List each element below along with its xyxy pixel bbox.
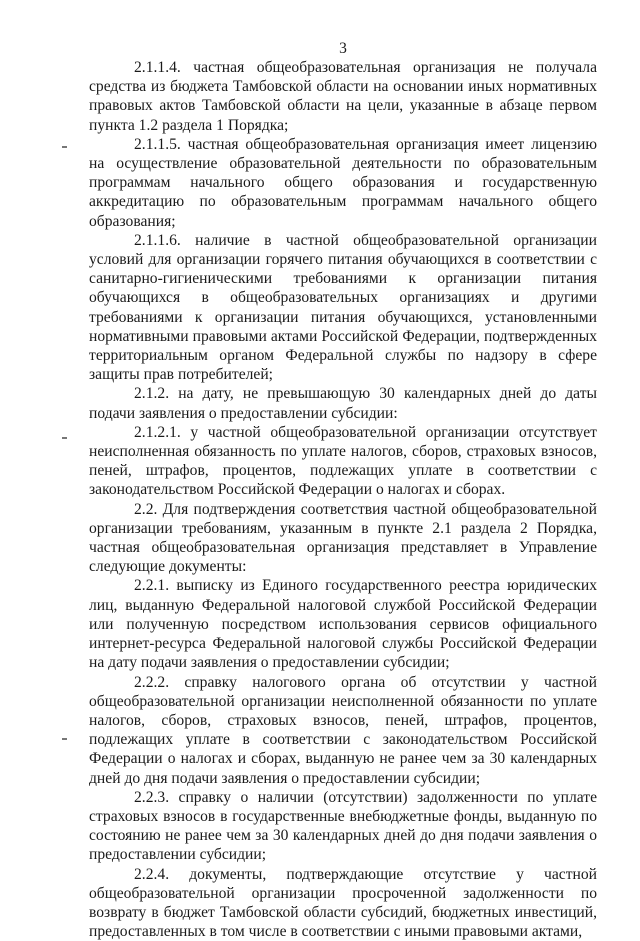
paragraph-2-1-1-5: 2.1.1.5. частная общеобразовательная организация имеет лицензию на осуществление образовательной деятельности по образовательным программам начального общего образования и государственную аккредитацию по образовательным программам начального общего образования;	[89, 135, 597, 230]
page-number: 3	[339, 40, 347, 57]
paragraph-2-1-1-4: 2.1.1.4. частная общеобразовательная организация не получала средства из бюджета Тамбовской области на основании иных нормативных правовых актов Тамбовской области на цели, указанные в абзаце первом пункта 1.2 раздела 1 Порядка;	[89, 59, 597, 134]
paragraph-2-2: 2.2. Для подтверждения соответствия частной общеобразовательной организации требованиям, указанным в пункте 2.1 раздела 2 Порядка, частная общеобразовательная организация представляет в Управление следующие документы:	[89, 500, 597, 576]
margin-mark	[62, 146, 67, 148]
paragraph-2-2-2: 2.2.2. справку налогового органа об отсутствии у частной общеобразовательной организации неисполненной обязанности по уплате налогов, сборов, страховых взносов, пеней, штрафов, процентов, подлежащих уплате в соответствии с законодательством Российской Федерации о налогах и сборах, выданную не ранее чем за 30 календарных дней до дня подачи заявления о предоставлении субсидии;	[89, 673, 597, 787]
document-body	[89, 58, 597, 941]
paragraph-2-2-3: 2.2.3. справку о наличии (отсутствии) задолженности по уплате страховых взносов в государственные внебюджетные фонды, выданную по состоянию не ранее чем за 30 календарных дней до дня подачи заявления о предоставлении субсидии;	[89, 788, 597, 864]
margin-mark	[62, 437, 67, 439]
paragraph-2-1-2-1: 2.1.2.1. у частной общеобразовательной организации отсутствует неисполненная обязанность по уплате налогов, сборов, страховых взносов, пеней, штрафов, процентов, подлежащих уплате в соответствии с законодательством Российской Федерации о налогах и сборах.	[89, 423, 597, 499]
paragraph-2-2-1: 2.2.1. выписку из Единого государственного реестра юридических лиц, выданную Федеральной налоговой службой Российской Федерации или полученную посредством использования сервисов официального интернет-ресурса Федеральной налоговой службы Российской Федерации на дату подачи заявления о предоставлении субсидии;	[89, 577, 597, 672]
paragraph-2-1-2: 2.1.2. на дату, не превышающую 30 календарных дней до даты подачи заявления о предоставлении субсидии:	[89, 385, 597, 422]
paragraph-2-2-4: 2.2.4. документы, подтверждающие отсутствие у частной общеобразовательной организации просроченной задолженности по возврату в бюджет Тамбовской области субсидий, бюджетных инвестиций, предоставленных в том числе в соответствии с иными правовыми актами,	[89, 865, 597, 941]
paragraph-2-1-1-6: 2.1.1.6. наличие в частной общеобразовательной организации условий для организации горячего питания обучающихся в соответствии с санитарно-гигиеническими требованиями к организации питания обучающихся в общеобразовательных организациях и другими требованиями к организации питания обучающихся, установленными нормативными правовыми актами Российской Федерации, подтвержденных территориальным органом Федеральной службы по надзору в сфере защиты прав потребителей;	[89, 231, 597, 384]
margin-mark	[62, 738, 67, 740]
